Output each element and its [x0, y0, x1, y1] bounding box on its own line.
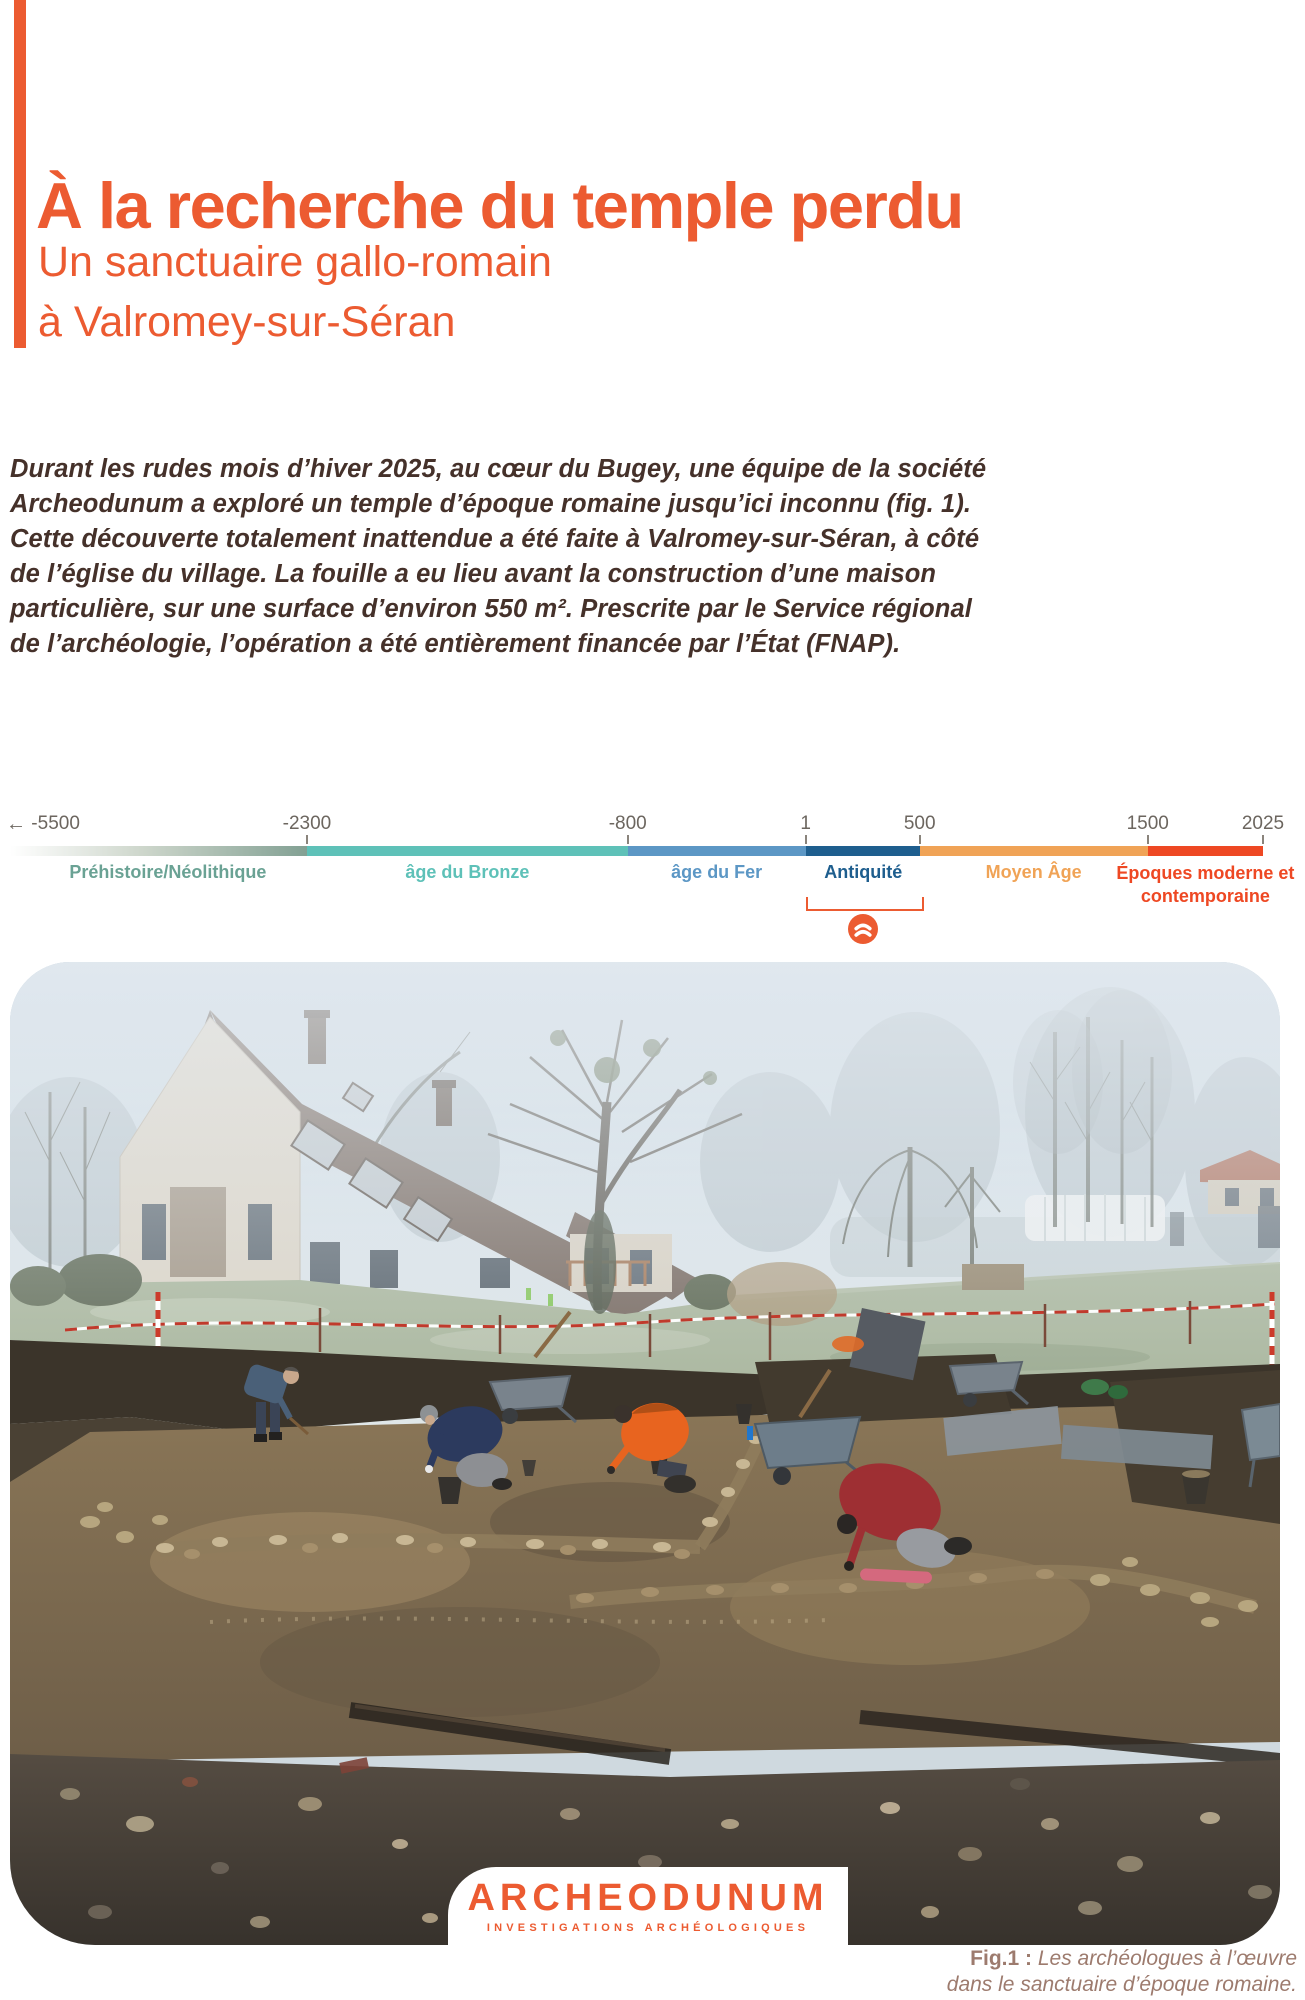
timeline-tick: [1262, 835, 1264, 844]
antiquite-highlight-bracket: [806, 897, 924, 911]
period-label-bronze: âge du Bronze: [405, 862, 530, 882]
accent-vertical-bar: [14, 0, 26, 348]
floor-patch: [260, 1607, 660, 1717]
timeline-tick-label: -5500: [31, 813, 80, 834]
archeodunum-logo-text: ARCHEODUNUM: [467, 1877, 829, 1919]
water-bottle: [747, 1426, 753, 1440]
timeline-left-arrow-icon: ←: [6, 813, 26, 835]
figure-caption-line1: [837, 1946, 1297, 1972]
period-label-moyen-age: Moyen Âge: [985, 862, 1082, 882]
green-sack: [1081, 1379, 1109, 1395]
timeline-segment-moderne: [1148, 846, 1263, 856]
green-sack: [1108, 1385, 1128, 1399]
timeline-segment-antiquite: [806, 846, 920, 856]
timeline-tick: [805, 835, 807, 844]
intro-paragraph: [10, 452, 986, 662]
timeline-tick-label: 2025: [1241, 813, 1285, 834]
intro-line: Archeodunum a exploré un temple d’époque romaine jusqu’ici inconnu (fig. 1).: [10, 490, 972, 518]
timeline-tick-label: -800: [608, 813, 647, 834]
timeline-tick-label: 1: [800, 813, 811, 834]
intro-line: Durant les rudes mois d’hiver 2025, au cœur du Bugey, une équipe de la société: [10, 455, 987, 483]
page-title: À la recherche du temple perdu: [36, 168, 963, 242]
archeodunum-logo-subtext: INVESTIGATIONS ARCHÉOLOGIQUES: [486, 1922, 810, 1934]
figure-caption-label: Fig.1 :: [970, 1947, 1033, 1970]
figure-caption: [837, 1946, 1297, 1998]
archeodunum-logo: [448, 1867, 848, 1952]
page-subtitle-line2: à Valromey-sur-Séran: [38, 298, 456, 346]
timeline-tick: [1147, 835, 1149, 844]
period-label-fer: âge du Fer: [671, 862, 763, 882]
timeline-tick: [306, 835, 308, 844]
timeline-tick-label: -2300: [282, 813, 332, 834]
timeline-tick: [919, 835, 921, 844]
page-subtitle-line1: Un sanctuaire gallo-romain: [38, 238, 552, 286]
timeline-tick-label: 1500: [1126, 813, 1169, 834]
timeline-bar: [10, 846, 1263, 856]
period-label-moderne: Époques moderne et contemporaine: [1116, 863, 1295, 906]
intro-line: de l’archéologie, l’opération a été entièrement financée par l’État (FNAP).: [10, 630, 901, 658]
timeline-segment-fer: [628, 846, 806, 856]
period-label-antiquite: Antiquité: [824, 862, 903, 882]
intro-line: Cette découverte totalement inattendue a été faite à Valromey-sur-Séran, à côté: [10, 525, 980, 553]
double-chevron-up-icon: [848, 914, 878, 944]
timeline-segment-moyen-age: [920, 846, 1148, 856]
period-label-prehistoire: Préhistoire/Néolithique: [69, 862, 267, 882]
timeline-segment-prehistoire: [10, 846, 307, 856]
hi-vis-vest: [832, 1336, 864, 1352]
intro-line: de l’église du village. La fouille a eu lieu avant la construction d’une maison: [10, 560, 937, 588]
figure-caption-text: Les archéologues à l’œuvre: [1037, 1947, 1297, 1970]
figure-1-photo: [10, 962, 1280, 1945]
page-subtitle: [38, 232, 552, 352]
timeline-tick-label: 500: [903, 813, 936, 834]
timeline-tick: [627, 835, 629, 844]
figure-caption-line2: dans le sanctuaire d’époque romaine.: [946, 1973, 1297, 1996]
floor-patch: [150, 1512, 470, 1612]
timeline-segment-bronze: [307, 846, 628, 856]
chronology-timeline: [6, 813, 1295, 963]
excavation-photo-illustration: [10, 962, 1280, 1945]
intro-line: particulière, sur une surface d’environ 550 m². Prescrite par le Service régional: [10, 595, 972, 623]
